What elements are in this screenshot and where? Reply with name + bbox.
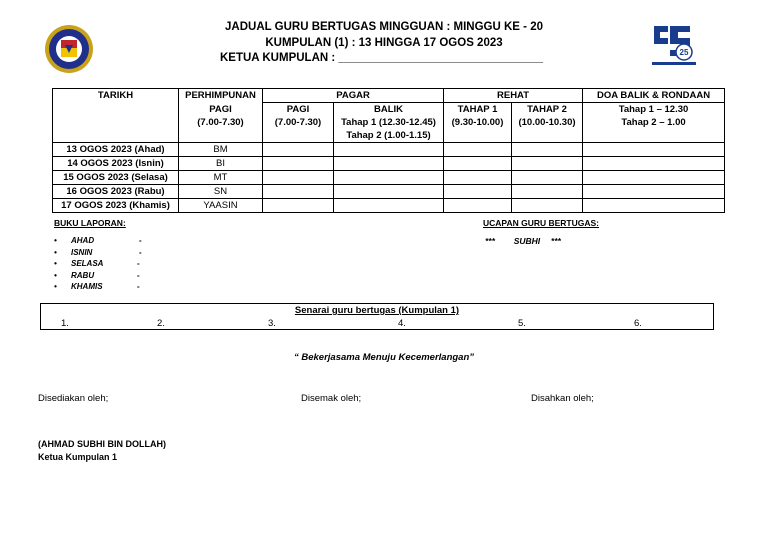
date-cell: 17 OGOS 2023 (Khamis) <box>53 199 179 213</box>
empty-cell <box>512 143 583 157</box>
bullet-icon: • <box>54 247 57 257</box>
col-header-tarikh: TARIKH <box>53 89 179 143</box>
empty-cell <box>583 143 725 157</box>
subheader-pagar-pagi <box>263 103 334 143</box>
subheader-rehat-tahap2 <box>512 103 583 143</box>
empty-cell <box>444 143 512 157</box>
table-header-row <box>53 89 725 103</box>
speech-line <box>485 236 561 246</box>
col-header-rehat: REHAT <box>444 89 583 103</box>
empty-cell <box>444 199 512 213</box>
day-dash: - <box>137 282 140 292</box>
subheader-label: TAHAP 1 <box>457 104 498 115</box>
checked-by-label: Disemak oleh; <box>301 393 362 404</box>
roster-slot: 4. <box>398 318 406 329</box>
empty-cell <box>334 199 444 213</box>
approved-by-label: Disahkan oleh; <box>531 393 594 404</box>
table-row <box>53 171 725 185</box>
subheader-rehat-tahap1 <box>444 103 512 143</box>
subheader-time: (9.30-10.00) <box>451 117 504 128</box>
roster-slot: 1. <box>61 318 69 329</box>
assembly-cell: SN <box>179 185 263 199</box>
table-row <box>53 185 725 199</box>
bullet-icon: • <box>54 270 57 280</box>
col-header-perhimpunan: PERHIMPUNAN <box>179 89 263 103</box>
subheader-label: PAGI <box>209 103 232 115</box>
empty-cell <box>263 185 334 199</box>
empty-cell <box>263 171 334 185</box>
empty-cell <box>334 143 444 157</box>
roster-slot: 2. <box>157 318 165 329</box>
assembly-cell: BI <box>179 157 263 171</box>
group-subtitle: KUMPULAN (1) : 13 HINGGA 17 OGOS 2023 <box>265 37 503 49</box>
speech-title: UCAPAN GURU BERTUGAS: <box>483 218 600 228</box>
roster-slot: 6. <box>634 318 642 329</box>
empty-cell <box>583 185 725 199</box>
duty-teacher-roster <box>40 303 714 330</box>
empty-cell <box>334 171 444 185</box>
bullet-icon: • <box>54 282 57 292</box>
roster-slot: 5. <box>518 318 526 329</box>
empty-cell <box>583 199 725 213</box>
assembly-cell: MT <box>179 171 263 185</box>
col-header-pagar: PAGAR <box>263 89 444 103</box>
prepared-by-label: Disediakan oleh; <box>38 393 109 404</box>
roster-title: Senarai guru bertugas (Kumpulan 1) <box>294 305 460 316</box>
empty-cell <box>512 171 583 185</box>
subheader-time: (10.00-10.30) <box>518 117 576 128</box>
day-name: KHAMIS <box>71 282 103 292</box>
empty-cell <box>444 157 512 171</box>
day-dash: - <box>139 236 142 245</box>
subheader-time: Tahap 1 (12.30-12.45) <box>341 117 436 128</box>
subheader-time: (7.00-7.30) <box>197 116 244 128</box>
empty-cell <box>512 185 583 199</box>
duty-schedule-table <box>52 88 725 213</box>
date-cell: 16 OGOS 2023 (Rabu) <box>53 185 179 199</box>
day-dash: - <box>139 247 142 257</box>
table-row <box>53 143 725 157</box>
day-name: AHAD <box>71 236 95 245</box>
speech-teacher-name: SUBHI <box>513 236 541 246</box>
signer-name: (AHMAD SUBHI BIN DOLLAH) <box>38 439 166 449</box>
document-title: JADUAL GURU BERTUGAS MINGGUAN : MINGGU KE - 20 <box>225 21 543 33</box>
stars-right: *** <box>550 236 561 246</box>
signer-block <box>38 438 166 464</box>
empty-cell <box>583 157 725 171</box>
empty-cell <box>583 171 725 185</box>
day-name: SELASA <box>71 259 104 269</box>
empty-cell <box>512 199 583 213</box>
subheader-time: Tahap 2 – 1.00 <box>621 117 686 128</box>
subheader-label: PAGI <box>286 104 310 115</box>
table-row <box>53 199 725 213</box>
empty-cell <box>444 185 512 199</box>
subheader-time: (7.00-7.30) <box>274 117 322 128</box>
empty-cell <box>444 171 512 185</box>
empty-cell <box>334 157 444 171</box>
subheader-perhimpunan <box>179 103 263 143</box>
subheader-time: Tahap 2 (1.00-1.15) <box>346 130 431 141</box>
roster-slot: 3. <box>268 318 276 329</box>
empty-cell <box>512 157 583 171</box>
day-name: RABU <box>71 270 95 280</box>
empty-cell <box>263 143 334 157</box>
col-header-doa: DOA BALIK & RONDAAN <box>583 89 725 103</box>
assembly-cell: YAASIN <box>179 199 263 213</box>
subheader-label: BALIK <box>373 104 404 115</box>
report-book-title: BUKU LAPORAN: <box>54 218 126 228</box>
bullet-icon: • <box>54 236 57 245</box>
bullet-icon: • <box>54 259 57 269</box>
signer-role: Ketua Kumpulan 1 <box>38 452 118 462</box>
subheader-doa <box>583 103 725 143</box>
empty-cell <box>263 199 334 213</box>
day-dash: - <box>137 259 140 269</box>
svg-text:25: 25 <box>679 48 689 57</box>
motto: “ Bekerjasama Menuju Kecemerlangan” <box>293 352 475 363</box>
subheader-label: TAHAP 2 <box>527 104 567 115</box>
table-row <box>53 157 725 171</box>
stars-left: *** <box>485 236 495 246</box>
date-cell: 14 OGOS 2023 (Isnin) <box>53 157 179 171</box>
date-cell: 15 OGOS 2023 (Selasa) <box>53 171 179 185</box>
day-name: ISNIN <box>71 247 93 257</box>
date-cell: 13 OGOS 2023 (Ahad) <box>53 143 179 157</box>
empty-cell <box>263 157 334 171</box>
day-dash: - <box>137 270 140 280</box>
group-leader-label: KETUA KUMPULAN : ________________________________ <box>220 52 544 64</box>
assembly-cell: BM <box>179 143 263 157</box>
empty-cell <box>334 185 444 199</box>
subheader-pagar-balik <box>334 103 444 143</box>
subheader-time: Tahap 1 – 12.30 <box>618 104 689 115</box>
